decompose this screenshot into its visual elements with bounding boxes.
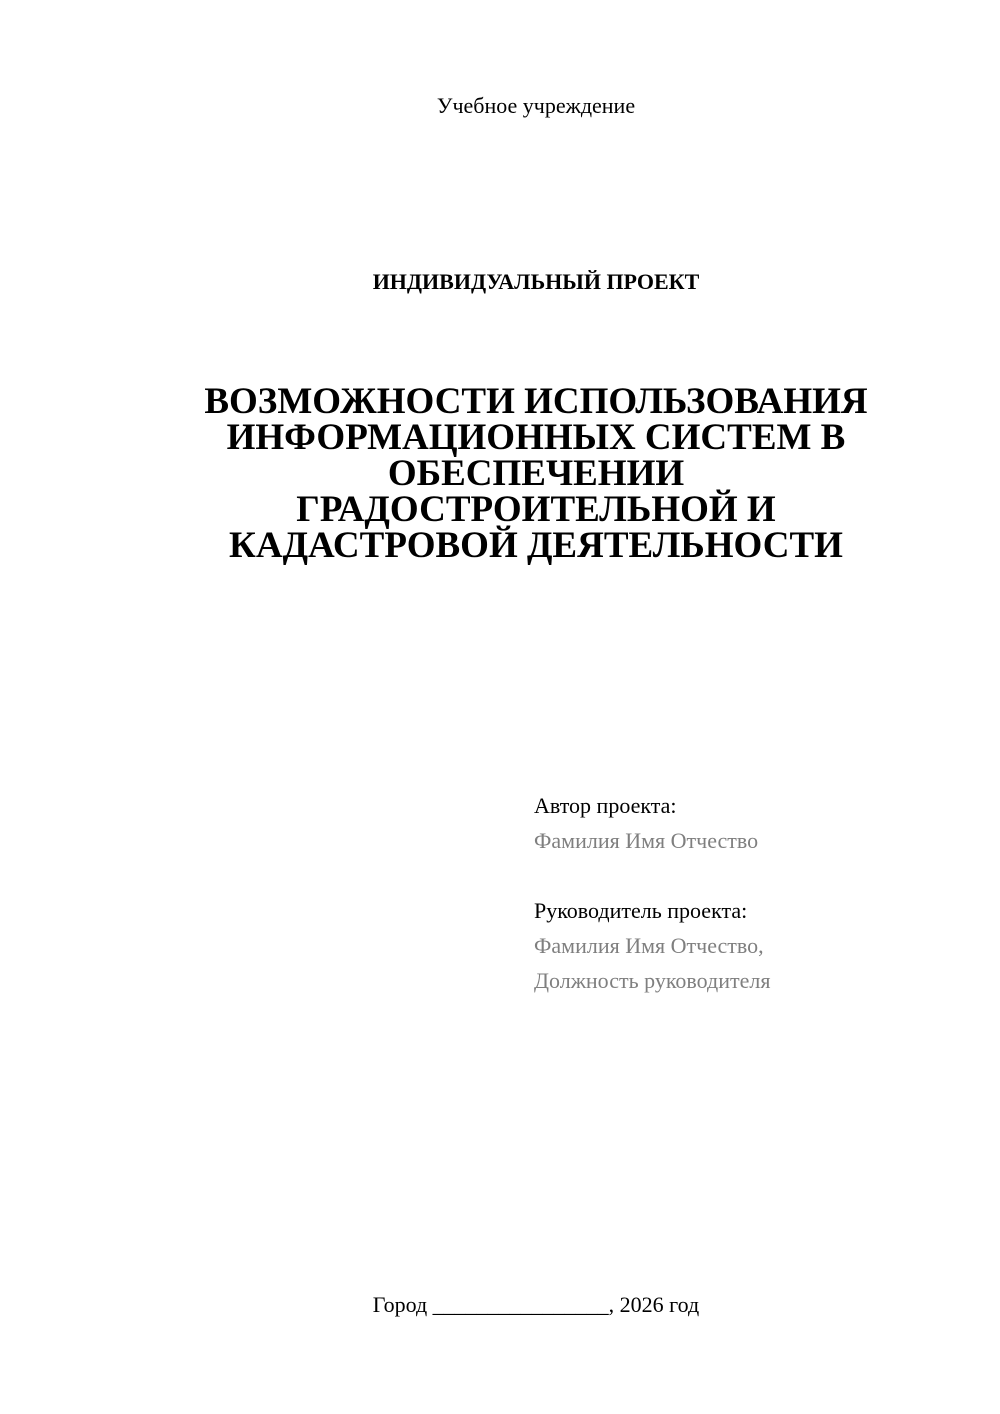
project-title-line: ГРАДОСТРОИТЕЛЬНОЙ И	[296, 489, 776, 530]
project-title	[150, 381, 922, 566]
document-type: ИНДИВИДУАЛЬНЫЙ ПРОЕКТ	[372, 269, 700, 294]
supervisor-label: Руководитель проекта:	[534, 898, 748, 923]
project-title-line: ИНФОРМАЦИОННЫХ СИСТЕМ В	[226, 417, 846, 458]
author-label: Автор проекта:	[534, 793, 677, 818]
supervisor-position: Должность руководителя	[534, 968, 771, 993]
supervisor-name: Фамилия Имя Отчество,	[534, 933, 764, 958]
project-title-line: КАДАСТРОВОЙ ДЕЯТЕЛЬНОСТИ	[229, 525, 843, 566]
city-year-line: Город ________________, 2026 год	[372, 1292, 700, 1317]
project-people	[534, 788, 770, 998]
institution-name: Учебное учреждение	[436, 93, 636, 118]
project-title-line: ВОЗМОЖНОСТИ ИСПОЛЬЗОВАНИЯ	[204, 381, 868, 422]
author-name: Фамилия Имя Отчество	[534, 828, 759, 853]
spacer	[534, 858, 770, 893]
project-title-line: ОБЕСПЕЧЕНИИ	[387, 453, 685, 494]
